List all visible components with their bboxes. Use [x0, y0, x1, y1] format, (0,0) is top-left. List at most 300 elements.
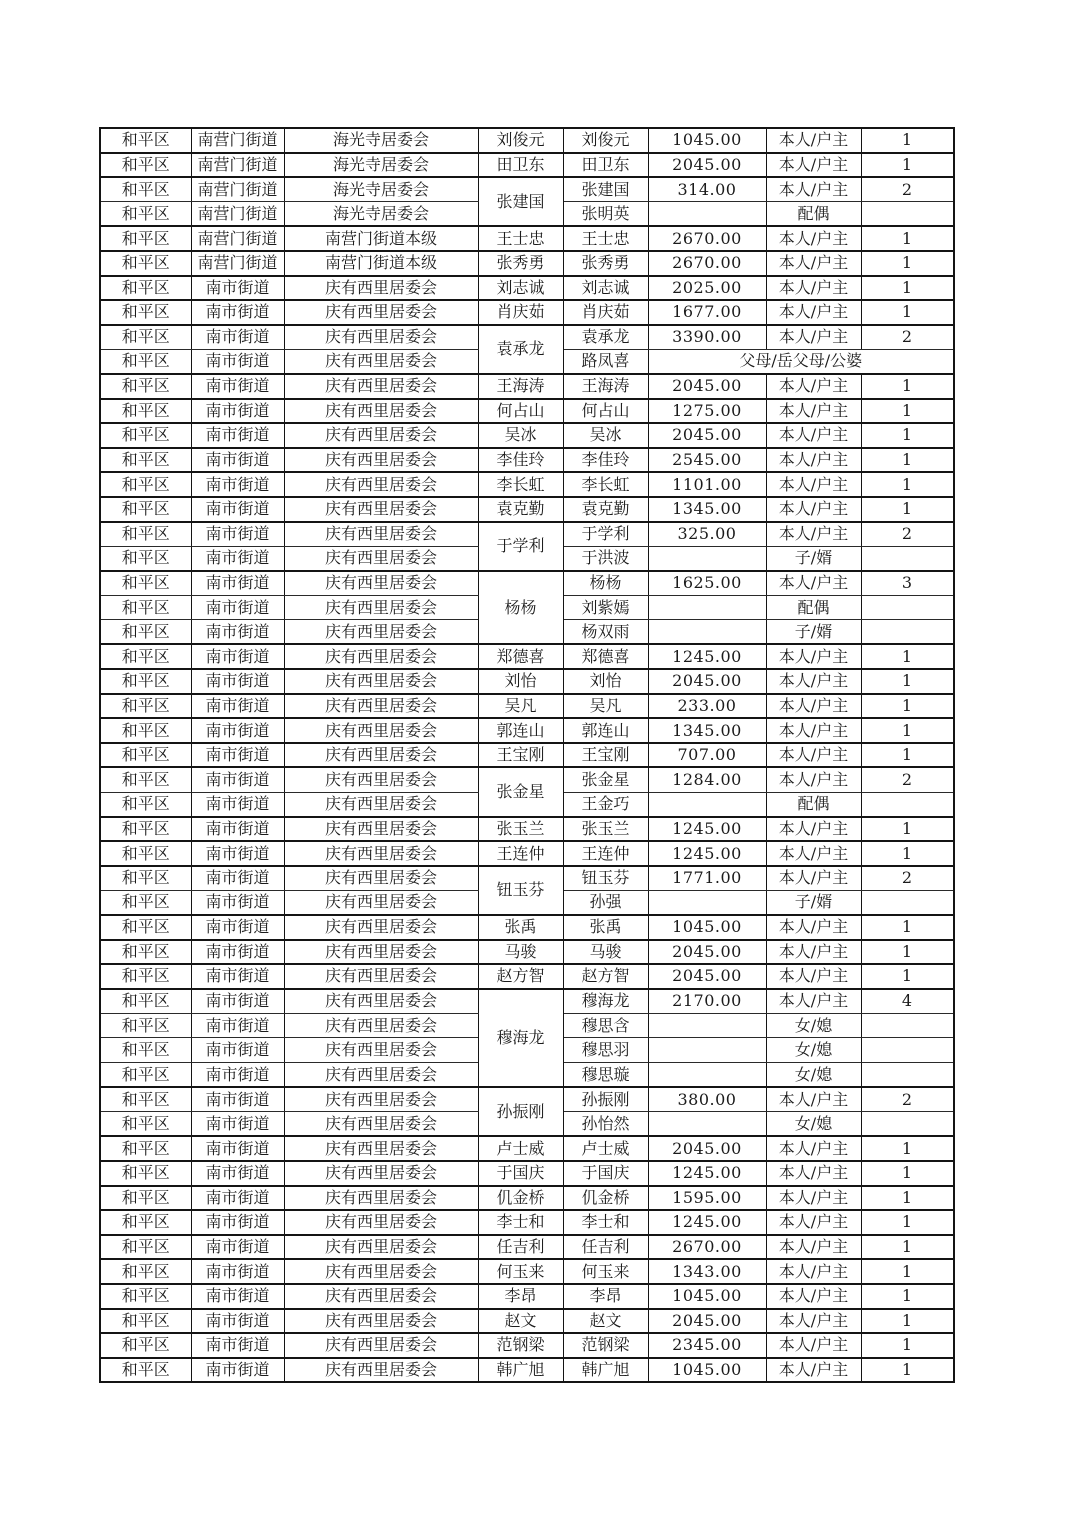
cell-relation: 本人/户主 [766, 718, 861, 743]
cell-relation: 本人/户主 [766, 423, 861, 448]
cell-member: 任吉利 [563, 1235, 648, 1260]
cell-amount: 2170.00 [648, 989, 766, 1014]
cell-street: 南市街道 [191, 1136, 284, 1161]
cell-amount: 2045.00 [648, 423, 766, 448]
cell-relation: 本人/户主 [766, 817, 861, 842]
cell-street: 南市街道 [191, 1013, 284, 1038]
cell-relation: 女/媳 [766, 1038, 861, 1063]
cell-amount: 2545.00 [648, 448, 766, 473]
cell-count: 1 [861, 841, 954, 866]
cell-member: 吴凡 [563, 694, 648, 719]
table-row [100, 1186, 954, 1211]
cell-committee: 庆有西里居委会 [284, 1284, 478, 1309]
cell-member: 穆海龙 [563, 989, 648, 1014]
cell-household: 吴冰 [478, 423, 563, 448]
cell-amount: 1245.00 [648, 1161, 766, 1186]
cell-household: 王连仲 [478, 841, 563, 866]
cell-member: 刘紫嫣 [563, 595, 648, 620]
cell-member: 张禹 [563, 915, 648, 940]
cell-committee: 庆有西里居委会 [284, 620, 478, 645]
cell-street: 南市街道 [191, 1063, 284, 1088]
table-row [100, 472, 954, 497]
cell-street: 南市街道 [191, 448, 284, 473]
cell-street: 南市街道 [191, 349, 284, 374]
cell-amount: 380.00 [648, 1087, 766, 1112]
cell-relation: 本人/户主 [766, 128, 861, 153]
cell-street: 南市街道 [191, 1161, 284, 1186]
cell-street: 南市街道 [191, 423, 284, 448]
table-row [100, 1333, 954, 1358]
table-row [100, 1235, 954, 1260]
cell-count [861, 620, 954, 645]
table-row [100, 251, 954, 276]
cell-street: 南市街道 [191, 620, 284, 645]
table-row [100, 1309, 954, 1334]
cell-amount [648, 620, 766, 645]
cell-household: 郭连山 [478, 718, 563, 743]
cell-street: 南市街道 [191, 1038, 284, 1063]
cell-household: 刘志诚 [478, 276, 563, 301]
cell-member: 袁承龙 [563, 325, 648, 350]
cell-district: 和平区 [100, 448, 191, 473]
cell-committee: 庆有西里居委会 [284, 915, 478, 940]
cell-district: 和平区 [100, 1235, 191, 1260]
cell-district: 和平区 [100, 817, 191, 842]
cell-count: 1 [861, 1358, 954, 1383]
cell-household: 何占山 [478, 399, 563, 424]
cell-amount: 325.00 [648, 522, 766, 547]
cell-member: 袁克勤 [563, 497, 648, 522]
table-row [100, 743, 954, 768]
cell-member: 刘俊元 [563, 128, 648, 153]
cell-amount [648, 1013, 766, 1038]
cell-count: 1 [861, 817, 954, 842]
cell-count: 1 [861, 448, 954, 473]
table-row [100, 841, 954, 866]
cell-count: 1 [861, 497, 954, 522]
cell-member: 何玉来 [563, 1259, 648, 1284]
cell-district: 和平区 [100, 276, 191, 301]
cell-member: 孙强 [563, 890, 648, 915]
cell-committee: 庆有西里居委会 [284, 1136, 478, 1161]
cell-district: 和平区 [100, 1333, 191, 1358]
cell-street: 南营门街道 [191, 177, 284, 202]
cell-relation: 本人/户主 [766, 226, 861, 251]
cell-relation: 本人/户主 [766, 669, 861, 694]
cell-committee: 庆有西里居委会 [284, 1235, 478, 1260]
table-row [100, 325, 954, 350]
cell-count [861, 1063, 954, 1088]
cell-household: 王宝刚 [478, 743, 563, 768]
cell-district: 和平区 [100, 595, 191, 620]
cell-count: 4 [861, 989, 954, 1014]
cell-household: 袁承龙 [478, 325, 563, 374]
table-row [100, 767, 954, 792]
cell-committee: 庆有西里居委会 [284, 595, 478, 620]
cell-household: 刘俊元 [478, 128, 563, 153]
cell-count: 1 [861, 1235, 954, 1260]
cell-committee: 庆有西里居委会 [284, 989, 478, 1014]
cell-member: 韩广旭 [563, 1358, 648, 1383]
cell-relation: 本人/户主 [766, 177, 861, 202]
cell-committee: 庆有西里居委会 [284, 792, 478, 817]
cell-committee: 庆有西里居委会 [284, 964, 478, 989]
cell-committee: 庆有西里居委会 [284, 1063, 478, 1088]
cell-committee: 庆有西里居委会 [284, 866, 478, 891]
cell-street: 南市街道 [191, 743, 284, 768]
cell-member: 张建国 [563, 177, 648, 202]
cell-member: 孙振刚 [563, 1087, 648, 1112]
cell-amount [648, 1063, 766, 1088]
table-row [100, 1284, 954, 1309]
cell-member: 张明英 [563, 202, 648, 227]
cell-amount: 233.00 [648, 694, 766, 719]
cell-count: 1 [861, 1210, 954, 1235]
cell-count: 1 [861, 472, 954, 497]
table-row [100, 1161, 954, 1186]
cell-street: 南市街道 [191, 546, 284, 571]
cell-count [861, 890, 954, 915]
cell-amount: 1245.00 [648, 841, 766, 866]
cell-amount: 1771.00 [648, 866, 766, 891]
cell-amount: 1245.00 [648, 1210, 766, 1235]
table-row [100, 448, 954, 473]
cell-household: 杨杨 [478, 571, 563, 645]
table-row [100, 1087, 954, 1112]
cell-district: 和平区 [100, 792, 191, 817]
cell-member: 于国庆 [563, 1161, 648, 1186]
cell-member: 穆思含 [563, 1013, 648, 1038]
cell-street: 南市街道 [191, 718, 284, 743]
table-row [100, 128, 954, 153]
cell-count: 1 [861, 399, 954, 424]
cell-street: 南市街道 [191, 841, 284, 866]
cell-committee: 庆有西里居委会 [284, 325, 478, 350]
table-row [100, 374, 954, 399]
cell-member: 刘志诚 [563, 276, 648, 301]
cell-count: 1 [861, 718, 954, 743]
cell-relation: 子/婿 [766, 546, 861, 571]
cell-relation: 本人/户主 [766, 1186, 861, 1211]
cell-district: 和平区 [100, 1358, 191, 1383]
cell-street: 南市街道 [191, 694, 284, 719]
cell-household: 王海涛 [478, 374, 563, 399]
cell-count: 1 [861, 940, 954, 965]
cell-amount: 2045.00 [648, 153, 766, 178]
table-row [100, 915, 954, 940]
cell-count [861, 546, 954, 571]
cell-household: 韩广旭 [478, 1358, 563, 1383]
cell-member: 仉金桥 [563, 1186, 648, 1211]
cell-relation: 本人/户主 [766, 1309, 861, 1334]
cell-member: 范钢梁 [563, 1333, 648, 1358]
cell-member: 李长虹 [563, 472, 648, 497]
cell-relation: 配偶 [766, 595, 861, 620]
cell-district: 和平区 [100, 1186, 191, 1211]
cell-committee: 庆有西里居委会 [284, 1210, 478, 1235]
cell-committee: 庆有西里居委会 [284, 349, 478, 374]
cell-street: 南市街道 [191, 325, 284, 350]
cell-count: 2 [861, 325, 954, 350]
cell-amount: 2045.00 [648, 940, 766, 965]
cell-relation: 本人/户主 [766, 767, 861, 792]
cell-amount [648, 202, 766, 227]
cell-relation: 女/媳 [766, 1063, 861, 1088]
cell-amount: 1345.00 [648, 497, 766, 522]
cell-member: 李昂 [563, 1284, 648, 1309]
cell-household: 王士忠 [478, 226, 563, 251]
cell-count: 1 [861, 128, 954, 153]
cell-relation-wide: 父母/岳父母/公婆 [648, 349, 954, 374]
cell-member: 王士忠 [563, 226, 648, 251]
cell-district: 和平区 [100, 1112, 191, 1137]
cell-committee: 海光寺居委会 [284, 128, 478, 153]
cell-district: 和平区 [100, 620, 191, 645]
cell-street: 南市街道 [191, 792, 284, 817]
cell-district: 和平区 [100, 694, 191, 719]
cell-committee: 庆有西里居委会 [284, 1259, 478, 1284]
benefits-table [99, 127, 955, 1383]
cell-street: 南营门街道 [191, 202, 284, 227]
cell-member: 肖庆茹 [563, 300, 648, 325]
cell-street: 南市街道 [191, 522, 284, 547]
cell-street: 南营门街道 [191, 153, 284, 178]
cell-member: 钮玉芬 [563, 866, 648, 891]
cell-count: 1 [861, 1136, 954, 1161]
cell-member: 何占山 [563, 399, 648, 424]
cell-street: 南市街道 [191, 497, 284, 522]
cell-committee: 庆有西里居委会 [284, 1358, 478, 1383]
cell-household: 于国庆 [478, 1161, 563, 1186]
cell-relation: 本人/户主 [766, 522, 861, 547]
cell-committee: 海光寺居委会 [284, 153, 478, 178]
cell-committee: 海光寺居委会 [284, 202, 478, 227]
cell-district: 和平区 [100, 202, 191, 227]
cell-household: 李长虹 [478, 472, 563, 497]
cell-street: 南营门街道 [191, 251, 284, 276]
cell-amount [648, 595, 766, 620]
cell-amount: 1245.00 [648, 817, 766, 842]
cell-household: 袁克勤 [478, 497, 563, 522]
cell-committee: 庆有西里居委会 [284, 522, 478, 547]
table-row [100, 497, 954, 522]
cell-household: 穆海龙 [478, 989, 563, 1087]
cell-amount: 1345.00 [648, 718, 766, 743]
cell-committee: 庆有西里居委会 [284, 399, 478, 424]
cell-street: 南市街道 [191, 472, 284, 497]
cell-street: 南市街道 [191, 669, 284, 694]
cell-count: 1 [861, 1333, 954, 1358]
table-row [100, 866, 954, 891]
cell-district: 和平区 [100, 522, 191, 547]
cell-relation: 本人/户主 [766, 374, 861, 399]
cell-household: 仉金桥 [478, 1186, 563, 1211]
cell-household: 张禹 [478, 915, 563, 940]
cell-member: 路凤喜 [563, 349, 648, 374]
cell-committee: 庆有西里居委会 [284, 669, 478, 694]
cell-district: 和平区 [100, 251, 191, 276]
cell-district: 和平区 [100, 866, 191, 891]
cell-district: 和平区 [100, 546, 191, 571]
cell-member: 王海涛 [563, 374, 648, 399]
cell-district: 和平区 [100, 1259, 191, 1284]
cell-committee: 庆有西里居委会 [284, 767, 478, 792]
cell-relation: 本人/户主 [766, 1087, 861, 1112]
cell-member: 刘怡 [563, 669, 648, 694]
cell-member: 赵文 [563, 1309, 648, 1334]
cell-committee: 庆有西里居委会 [284, 841, 478, 866]
cell-committee: 庆有西里居委会 [284, 472, 478, 497]
cell-household: 李士和 [478, 1210, 563, 1235]
cell-district: 和平区 [100, 1063, 191, 1088]
cell-committee: 庆有西里居委会 [284, 1161, 478, 1186]
cell-amount [648, 1112, 766, 1137]
cell-committee: 庆有西里居委会 [284, 374, 478, 399]
cell-district: 和平区 [100, 1038, 191, 1063]
cell-count: 2 [861, 866, 954, 891]
cell-household: 张金星 [478, 767, 563, 816]
table-row [100, 817, 954, 842]
cell-district: 和平区 [100, 497, 191, 522]
cell-count: 1 [861, 915, 954, 940]
cell-street: 南市街道 [191, 1259, 284, 1284]
cell-amount: 2670.00 [648, 226, 766, 251]
cell-amount: 1045.00 [648, 128, 766, 153]
cell-household: 张建国 [478, 177, 563, 226]
cell-household: 张玉兰 [478, 817, 563, 842]
cell-amount: 1045.00 [648, 1358, 766, 1383]
cell-relation: 本人/户主 [766, 497, 861, 522]
cell-amount: 3390.00 [648, 325, 766, 350]
cell-count: 1 [861, 964, 954, 989]
cell-member: 张玉兰 [563, 817, 648, 842]
table-row [100, 571, 954, 596]
cell-household: 马骏 [478, 940, 563, 965]
cell-committee: 庆有西里居委会 [284, 1112, 478, 1137]
cell-relation: 本人/户主 [766, 1333, 861, 1358]
cell-street: 南市街道 [191, 890, 284, 915]
cell-district: 和平区 [100, 989, 191, 1014]
cell-street: 南市街道 [191, 300, 284, 325]
cell-street: 南市街道 [191, 1087, 284, 1112]
cell-member: 郑德喜 [563, 644, 648, 669]
cell-district: 和平区 [100, 841, 191, 866]
cell-district: 和平区 [100, 153, 191, 178]
cell-relation: 本人/户主 [766, 694, 861, 719]
cell-count: 1 [861, 300, 954, 325]
cell-committee: 南营门街道本级 [284, 226, 478, 251]
cell-relation: 女/媳 [766, 1112, 861, 1137]
cell-household: 孙振刚 [478, 1087, 563, 1136]
cell-committee: 庆有西里居委会 [284, 1333, 478, 1358]
cell-street: 南市街道 [191, 1333, 284, 1358]
cell-committee: 庆有西里居委会 [284, 743, 478, 768]
cell-amount: 1343.00 [648, 1259, 766, 1284]
cell-count: 1 [861, 153, 954, 178]
cell-relation: 配偶 [766, 202, 861, 227]
cell-relation: 本人/户主 [766, 325, 861, 350]
cell-relation: 本人/户主 [766, 300, 861, 325]
cell-committee: 庆有西里居委会 [284, 694, 478, 719]
cell-amount: 2345.00 [648, 1333, 766, 1358]
table-row [100, 1259, 954, 1284]
cell-committee: 南营门街道本级 [284, 251, 478, 276]
table-row [100, 1210, 954, 1235]
cell-street: 南市街道 [191, 1284, 284, 1309]
cell-amount: 2670.00 [648, 251, 766, 276]
cell-relation: 本人/户主 [766, 841, 861, 866]
cell-amount: 1677.00 [648, 300, 766, 325]
cell-district: 和平区 [100, 472, 191, 497]
cell-committee: 海光寺居委会 [284, 177, 478, 202]
cell-amount: 2045.00 [648, 669, 766, 694]
table-row [100, 522, 954, 547]
cell-member: 王连仲 [563, 841, 648, 866]
cell-district: 和平区 [100, 226, 191, 251]
cell-member: 穆思璇 [563, 1063, 648, 1088]
cell-household: 郑德喜 [478, 644, 563, 669]
cell-amount: 2045.00 [648, 374, 766, 399]
cell-street: 南市街道 [191, 1235, 284, 1260]
cell-member: 李士和 [563, 1210, 648, 1235]
cell-count: 1 [861, 374, 954, 399]
cell-relation: 配偶 [766, 792, 861, 817]
cell-amount: 2025.00 [648, 276, 766, 301]
cell-household: 田卫东 [478, 153, 563, 178]
cell-amount [648, 890, 766, 915]
cell-street: 南市街道 [191, 1112, 284, 1137]
cell-relation: 本人/户主 [766, 1210, 861, 1235]
cell-street: 南市街道 [191, 817, 284, 842]
cell-relation: 本人/户主 [766, 571, 861, 596]
cell-relation: 子/婿 [766, 620, 861, 645]
cell-amount: 1245.00 [648, 644, 766, 669]
table-row [100, 300, 954, 325]
cell-committee: 庆有西里居委会 [284, 300, 478, 325]
cell-committee: 庆有西里居委会 [284, 940, 478, 965]
cell-amount: 314.00 [648, 177, 766, 202]
cell-relation: 本人/户主 [766, 1136, 861, 1161]
cell-count: 1 [861, 251, 954, 276]
cell-street: 南市街道 [191, 915, 284, 940]
cell-relation: 本人/户主 [766, 964, 861, 989]
cell-street: 南市街道 [191, 964, 284, 989]
cell-committee: 庆有西里居委会 [284, 1309, 478, 1334]
cell-member: 马骏 [563, 940, 648, 965]
table-row [100, 177, 954, 202]
cell-member: 王宝刚 [563, 743, 648, 768]
cell-relation: 本人/户主 [766, 989, 861, 1014]
cell-committee: 庆有西里居委会 [284, 1087, 478, 1112]
cell-household: 肖庆茹 [478, 300, 563, 325]
cell-district: 和平区 [100, 1210, 191, 1235]
cell-amount: 1275.00 [648, 399, 766, 424]
cell-district: 和平区 [100, 177, 191, 202]
cell-committee: 庆有西里居委会 [284, 644, 478, 669]
cell-household: 卢士威 [478, 1136, 563, 1161]
cell-street: 南市街道 [191, 374, 284, 399]
cell-relation: 本人/户主 [766, 1161, 861, 1186]
cell-household: 钮玉芬 [478, 866, 563, 915]
cell-district: 和平区 [100, 349, 191, 374]
cell-committee: 庆有西里居委会 [284, 276, 478, 301]
cell-count: 1 [861, 1186, 954, 1211]
cell-relation: 本人/户主 [766, 915, 861, 940]
cell-member: 王金巧 [563, 792, 648, 817]
cell-amount: 2045.00 [648, 964, 766, 989]
table-row [100, 226, 954, 251]
cell-amount: 1101.00 [648, 472, 766, 497]
